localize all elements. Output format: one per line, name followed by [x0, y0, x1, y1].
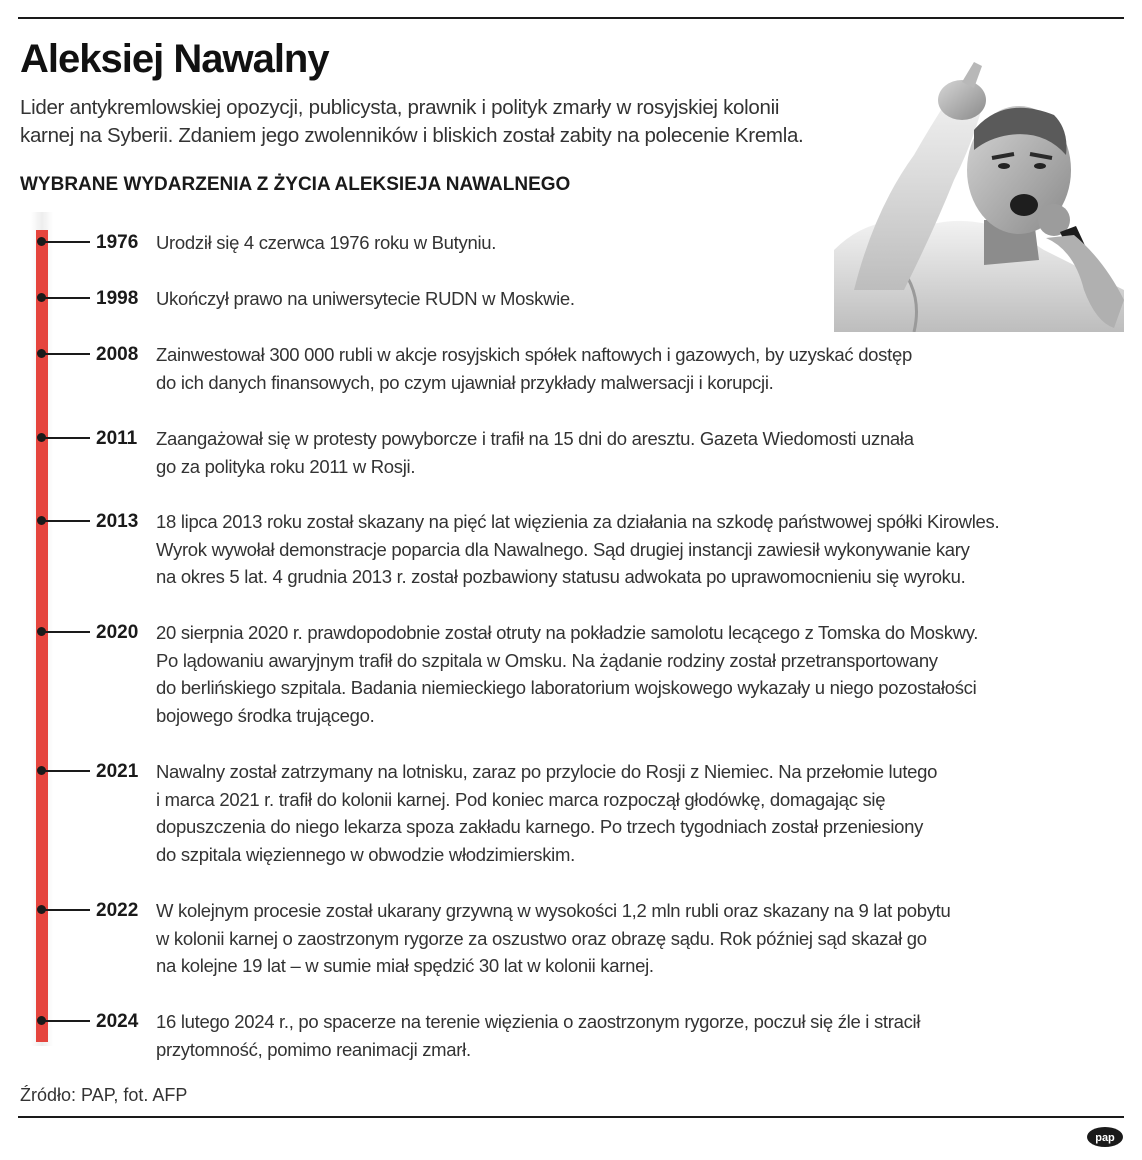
timeline-connector — [42, 631, 90, 633]
lead-line: karnej na Syberii. Zdaniem jego zwolenników i bliskich został zabity na polecenie Kremla. — [20, 124, 804, 147]
event-line: go za polityka roku 2011 w Rosji. — [156, 455, 416, 477]
event-year: 2024 — [96, 1011, 139, 1032]
event-line: do berlińskiego szpitala. Badania niemieckiego laboratorium wojskowego wykazały u niego pozostałości — [156, 677, 977, 698]
event-year: 1998 — [96, 288, 139, 309]
event-year: 2020 — [96, 622, 139, 643]
event-description — [156, 229, 1126, 257]
event-year: 2011 — [96, 428, 138, 449]
top-rule — [18, 17, 1124, 19]
event-description — [156, 341, 1126, 396]
event-line: Wyrok wywołał demonstracje poparcia dla Nawalnego. Sąd drugiej instancji zawiesił wykonywanie kary — [156, 538, 970, 560]
event-line: dopuszczenia do niego lekarza spoza zakładu karnego. Po trzech tygodniach został przeniesiony — [156, 816, 924, 837]
event-line: w kolonii karnej o zaostrzonym rygorze za oszustwo oraz obrazę sądu. Rok później sąd skazał go — [156, 927, 927, 949]
lead-paragraph — [20, 94, 900, 150]
event-description — [156, 508, 1126, 591]
event-line: do szpitala więziennego w obwodzie włodzimierskim. — [156, 843, 575, 865]
event-line: do ich danych finansowych, po czym ujawniał przykłady malwersacji i korupcji. — [156, 371, 774, 393]
event-description — [156, 758, 1126, 868]
event-line: bojowego środka trującego. — [156, 704, 375, 726]
timeline-connector — [42, 437, 90, 439]
event-line: Zainwestował 300 000 rubli w akcje rosyjskich spółek naftowych i gazowych, by uzyskać dostęp — [156, 344, 912, 365]
source-credit: Źródło: PAP, fot. AFP — [20, 1085, 188, 1105]
event-line: W kolejnym procesie został ukarany grzywną w wysokości 1,2 mln rubli oraz skazany na 9 lat pobytu — [156, 900, 951, 921]
event-line: na kolejne 19 lat – w sumie miał spędzić 30 lat w kolonii karnej. — [156, 955, 654, 976]
timeline-connector — [42, 353, 90, 355]
event-line: Ukończył prawo na uniwersytecie RUDN w Moskwie. — [156, 288, 575, 309]
event-year: 2022 — [96, 900, 139, 921]
page-title: Aleksiej Nawalny — [20, 37, 329, 81]
lead-line: Lider antykremlowskiej opozycji, publicysta, prawnik i polityk zmarły w rosyjskiej kolonii — [20, 96, 780, 119]
event-line: 16 lutego 2024 r., po spacerze na terenie więzienia o zaostrzonym rygorze, poczuł się źle i stracił — [156, 1011, 921, 1032]
section-heading: WYBRANE WYDARZENIA Z ŻYCIA ALEKSIEJA NAWALNEGO — [20, 174, 571, 195]
event-description — [156, 897, 1126, 980]
event-description — [156, 619, 1126, 729]
timeline-connector — [42, 520, 90, 522]
timeline-connector — [42, 1020, 90, 1022]
timeline-connector — [42, 297, 90, 299]
event-line: przytomność, pomimo reanimacji zmarł. — [156, 1038, 471, 1060]
event-description — [156, 285, 1126, 313]
event-line: 18 lipca 2013 roku został skazany na pięć lat więzienia za działania na szkodę państwowej spółki Kirowles. — [156, 511, 1000, 532]
timeline-connector — [42, 770, 90, 772]
event-line: Po lądowaniu awaryjnym trafił do szpitala w Omsku. Na żądanie rodziny został przetransportowany — [156, 649, 938, 671]
timeline-connector — [42, 241, 90, 243]
pap-logo — [1086, 1126, 1124, 1148]
event-line: Urodził się 4 czerwca 1976 roku w Butyniu. — [156, 232, 497, 253]
event-year: 1976 — [96, 232, 139, 253]
event-line: i marca 2021 r. trafił do kolonii karnej. Pod koniec marca rozpoczął głodówkę, domagając się — [156, 788, 886, 810]
event-line: na okres 5 lat. 4 grudnia 2013 r. został pozbawiony statusu adwokata po uprawomocnieniu się wyroku. — [156, 566, 966, 587]
timeline-connector — [42, 909, 90, 911]
event-line: Nawalny został zatrzymany na lotnisku, zaraz po przylocie do Rosji z Niemiec. Na przełomie lutego — [156, 761, 938, 782]
event-description — [156, 1008, 1126, 1063]
event-year: 2008 — [96, 344, 139, 365]
event-year: 2021 — [96, 761, 139, 782]
event-year: 2013 — [96, 511, 139, 532]
bottom-rule — [18, 1116, 1124, 1118]
event-line: Zaangażował się w protesty powyborcze i trafił na 15 dni do aresztu. Gazeta Wiedomosti uznała — [156, 428, 914, 449]
event-description — [156, 425, 1126, 480]
svg-text:pap: pap — [1095, 1132, 1115, 1144]
event-line: 20 sierpnia 2020 r. prawdopodobnie został otruty na pokładzie samolotu lecącego z Tomska do Moskwy. — [156, 622, 979, 643]
